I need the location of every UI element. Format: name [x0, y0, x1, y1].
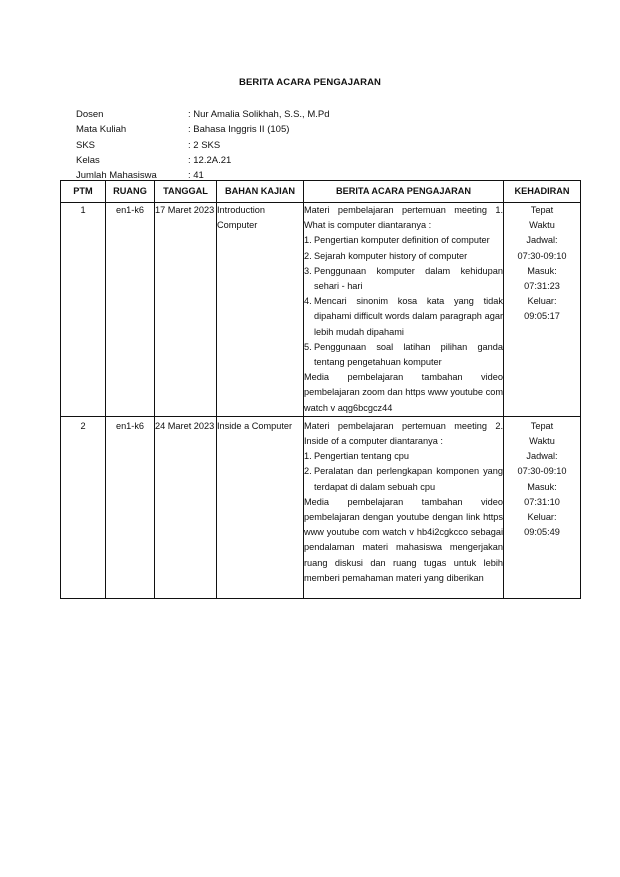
cell-bahan-kajian: Introduction Computer: [217, 203, 304, 417]
material-list: [304, 233, 503, 370]
list-item-text: Penggunaan soal latihan pilihan ganda tentang pengetahuan komputer: [314, 341, 503, 368]
attendance-in-label: Masuk:: [527, 481, 557, 492]
meta-row-dosen: [76, 107, 330, 122]
header-kehadiran: KEHADIRAN: [504, 181, 581, 203]
attendance-in-value: 07:31:23: [524, 281, 560, 292]
header-ptm: PTM: [61, 181, 106, 203]
attendance-schedule-label: Jadwal:: [526, 451, 558, 462]
attendance-status: Tepat: [530, 205, 554, 215]
cell-ptm: 1: [61, 203, 106, 417]
cell-berita-acara: [304, 203, 504, 417]
list-item-number: 2.: [304, 466, 312, 477]
list-item-text: Pengertian komputer definition of computer: [314, 235, 490, 246]
cell-ruang: en1-k6: [106, 203, 155, 417]
list-item-number: 4.: [304, 296, 312, 307]
list-item-text: Sejarah komputer history of computer: [314, 250, 468, 261]
table-row: [61, 416, 581, 598]
list-item: [304, 340, 503, 370]
meta-label: Kelas: [76, 154, 100, 166]
cell-tanggal: 24 Maret 2023: [155, 416, 217, 598]
attendance-out-label: Keluar:: [527, 296, 557, 307]
table-row: [61, 203, 581, 417]
meta-value: : 41: [188, 170, 204, 182]
attendance-in-label: Masuk:: [527, 265, 557, 276]
header-bahan-kajian: BAHAN KAJIAN: [217, 181, 304, 203]
attendance-schedule-label: Jadwal:: [526, 235, 558, 246]
list-item-number: 1.: [304, 235, 312, 246]
attendance-in-value: 07:31:10: [524, 496, 560, 507]
attendance-schedule-value: 07:30-09:10: [517, 466, 567, 477]
meta-value: : 12.2A.21: [188, 154, 232, 166]
attendance-status: Tepat: [530, 420, 554, 431]
list-item: [304, 264, 503, 294]
course-info: [76, 107, 330, 183]
material-intro: Materi pembelajaran pertemuan meeting 1. What is computer diantaranya :: [304, 205, 503, 231]
document-title: BERITA ACARA PENGAJARAN: [239, 77, 381, 88]
meta-value: : Nur Amalia Solikhah, S.S., M.Pd: [188, 109, 330, 120]
attendance-status: Waktu: [529, 436, 555, 447]
meta-value: : 2 SKS: [188, 139, 221, 151]
list-item: [304, 233, 503, 248]
meta-label: Dosen: [76, 109, 104, 120]
list-item: [304, 464, 503, 494]
header-tanggal: TANGGAL: [155, 181, 217, 203]
attendance-schedule-value: 07:30-09:10: [517, 250, 567, 261]
media-note: Media pembelajaran tambahan video pembelajaran dengan youtube dengan link https www youtube com watch v hb4i2cgkcco sebagai pendalaman materi mahasiswa mengerjakan ruang diskusi dan ruang tugas untuk lebih memberi pemahaman materi yang diberikan: [304, 496, 503, 583]
material-list: [304, 449, 503, 495]
header-berita-acara: BERITA ACARA PENGAJARAN: [304, 181, 504, 203]
cell-ptm: 2: [61, 416, 106, 598]
meta-label: Mata Kuliah: [76, 124, 127, 136]
attendance-out-label: Keluar:: [527, 512, 557, 523]
meta-label: SKS: [76, 139, 96, 151]
cell-kehadiran: [504, 203, 581, 417]
list-item-text: Pengertian tentang cpu: [314, 451, 410, 462]
list-item-number: 5.: [304, 341, 312, 352]
attendance-out-value: 09:05:17: [524, 311, 560, 322]
cell-kehadiran: [504, 416, 581, 598]
cell-ruang: en1-k6: [106, 416, 155, 598]
table-header-row: [61, 181, 581, 203]
list-item: [304, 249, 503, 264]
meta-label: Jumlah Mahasiswa: [76, 170, 157, 182]
meta-row-sks: [76, 138, 330, 153]
attendance-status: Waktu: [529, 220, 555, 231]
list-item-number: 2.: [304, 250, 312, 261]
teaching-record-table: [60, 180, 581, 599]
list-item: [304, 294, 503, 340]
cell-berita-acara: [304, 416, 504, 598]
header-ruang: RUANG: [106, 181, 155, 203]
material-intro: Materi pembelajaran pertemuan meeting 2. Inside of a computer diantaranya :: [304, 420, 503, 447]
cell-tanggal: 17 Maret 2023: [155, 203, 217, 417]
media-note: Media pembelajaran tambahan video pembelajaran zoom dan https www youtube com watch v aqg6bcgcz44: [304, 372, 503, 413]
list-item-text: Peralatan dan perlengkapan komponen yang terdapat di dalam sebuah cpu: [314, 466, 503, 492]
meta-row-mata-kuliah: [76, 122, 330, 137]
list-item-text: Penggunaan komputer dalam kehidupan sehari - hari: [314, 265, 503, 292]
list-item-number: 3.: [304, 265, 312, 276]
list-item-number: 1.: [304, 451, 312, 462]
attendance-out-value: 09:05:49: [524, 527, 560, 538]
list-item: [304, 449, 503, 464]
meta-row-kelas: [76, 153, 330, 168]
cell-bahan-kajian: Inside a Computer: [217, 416, 304, 598]
list-item-text: Mencari sinonim kosa kata yang tidak dipahami difficult words dalam paragraph agar lebih mudah dipahami: [314, 296, 503, 337]
meta-value: : Bahasa Inggris II (105): [188, 124, 290, 136]
